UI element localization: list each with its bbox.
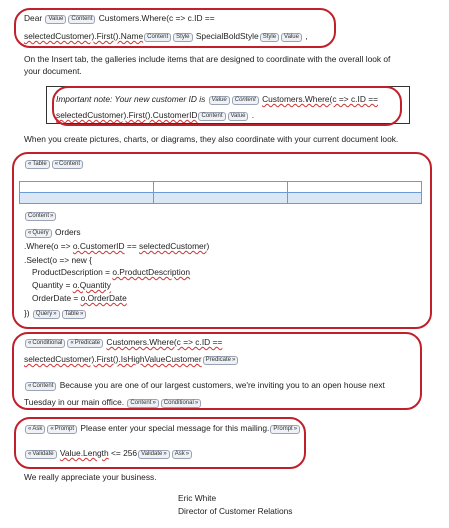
signature-title: Director of Customer Relations — [178, 506, 293, 516]
table-tag[interactable]: « Table — [25, 160, 50, 169]
style-tag[interactable]: Style — [260, 33, 279, 42]
content-tag[interactable]: Content — [198, 112, 225, 121]
validate-tag[interactable]: « Validate — [25, 450, 57, 459]
value-tag[interactable]: Value — [45, 15, 66, 24]
prompt-tag[interactable]: « Prompt — [47, 425, 77, 434]
table-cell[interactable] — [288, 182, 422, 193]
table-cell[interactable] — [154, 182, 288, 193]
paragraph-insert-tab-2: your document. — [24, 66, 82, 76]
note-line-2 — [56, 109, 254, 121]
high-value-expression: Customers.Where(c => c.ID == — [106, 337, 223, 347]
greeting-line-2 — [24, 30, 308, 42]
query-line-1 — [24, 226, 81, 238]
value-tag[interactable]: Value — [228, 112, 249, 121]
query-tag[interactable]: Query » — [33, 310, 60, 319]
query-line-7 — [24, 307, 87, 319]
paragraph-pictures: When you create pictures, charts, or diagrams, they also coordinate with your current document look. — [24, 134, 399, 144]
ask-line-1 — [24, 422, 301, 434]
order-table — [19, 181, 422, 204]
prompt-text: Please enter your special message for this mailing. — [80, 423, 270, 433]
query-tag[interactable]: « Query — [25, 229, 52, 238]
content-tag[interactable]: Content — [232, 96, 259, 105]
predicate-tag[interactable]: « Predicate — [67, 339, 103, 348]
content-close-line — [24, 209, 57, 221]
ask-line-2 — [24, 447, 193, 459]
order-date-value: o.OrderDate — [80, 293, 127, 303]
period-text: . — [251, 110, 255, 120]
content-tag[interactable]: Content » — [127, 399, 158, 408]
ask-tag[interactable]: « Ask — [25, 425, 45, 434]
conditional-line-2 — [24, 353, 239, 365]
query-line-5 — [32, 279, 111, 291]
open-house-text-cont: Tuesday in our main office. — [24, 397, 125, 407]
equals-text: == — [124, 241, 139, 251]
value-tag[interactable]: Value — [209, 96, 230, 105]
query-line-6 — [32, 292, 127, 304]
ask-tag[interactable]: Ask » — [172, 450, 192, 459]
customer-expression: Customers.Where(c => c.ID == — [98, 13, 215, 23]
prompt-tag[interactable]: Prompt » — [270, 425, 300, 434]
conditional-tag[interactable]: Conditional » — [161, 399, 201, 408]
quantity-label: Quantity = — [32, 280, 73, 290]
table-tags-line — [24, 157, 84, 169]
query-line-3 — [24, 254, 92, 266]
conditional-line-4 — [24, 396, 202, 408]
special-bold-style-text: SpecialBoldStyle — [195, 31, 259, 41]
query-line-4 — [32, 266, 190, 278]
order-date-label: OrderDate = — [32, 293, 81, 303]
validate-expression: Value.Length — [59, 448, 109, 458]
where-text: .Where(o => — [24, 241, 73, 251]
content-tag[interactable]: « Content — [52, 160, 83, 169]
content-tag[interactable]: Content — [144, 33, 171, 42]
customer-expression-cont: selectedCustomer).First().Name — [24, 31, 144, 41]
selected-customer-text: selectedCustomer — [139, 241, 207, 251]
value-tag[interactable]: Value — [281, 33, 302, 42]
customer-id-expression-cont: selectedCustomer).First().CustomerID — [56, 110, 198, 120]
signature-name: Eric White — [178, 493, 217, 503]
comma-text: , — [305, 31, 308, 41]
query-line-2 — [24, 240, 209, 252]
conditional-tag[interactable]: « Conditional — [25, 339, 65, 348]
conditional-line-3 — [24, 379, 385, 391]
table-row — [20, 182, 422, 193]
close-brace-text: }) — [24, 308, 30, 318]
table-tag[interactable]: Table » — [62, 310, 87, 319]
predicate-tag[interactable]: Predicate » — [203, 356, 239, 365]
note-line-1 — [56, 93, 378, 105]
product-description-value: o.ProductDescription — [112, 267, 191, 277]
greeting-line-1 — [24, 12, 215, 24]
important-note-text: Important note: Your new customer ID is — [56, 94, 206, 104]
table-cell[interactable] — [288, 193, 422, 204]
orders-text: Orders — [55, 227, 81, 237]
customer-id-expression: Customers.Where(c => c.ID == — [262, 94, 378, 104]
select-text: .Select(o => new { — [24, 255, 92, 265]
product-description-label: ProductDescription = — [32, 267, 113, 277]
open-house-text: Because you are one of our largest customers, we're inviting you to an open house next — [59, 380, 385, 390]
dear-text: Dear — [24, 13, 43, 23]
high-value-expression-cont: selectedCustomer).First().IsHighValueCustomer — [24, 354, 202, 364]
quantity-value: o.Quantity — [72, 280, 111, 290]
validate-tag[interactable]: Validate » — [138, 450, 170, 459]
content-tag[interactable]: Content » — [25, 212, 56, 221]
style-tag[interactable]: Style — [173, 33, 192, 42]
table-row — [20, 193, 422, 204]
paren-text: ) — [206, 241, 210, 251]
content-tag[interactable]: Content — [68, 15, 95, 24]
table-cell[interactable] — [20, 182, 154, 193]
paragraph-insert-tab-1: On the Insert tab, the galleries include items that are designed to coordinate with the overall look of — [24, 54, 391, 64]
content-tag[interactable]: « Content — [25, 382, 56, 391]
conditional-line-1 — [24, 336, 222, 348]
validate-limit: <= 256 — [108, 448, 138, 458]
table-cell[interactable] — [154, 193, 288, 204]
table-cell[interactable] — [20, 193, 154, 204]
closing-text: We really appreciate your business. — [24, 472, 157, 482]
customer-id-text: o.CustomerID — [72, 241, 125, 251]
